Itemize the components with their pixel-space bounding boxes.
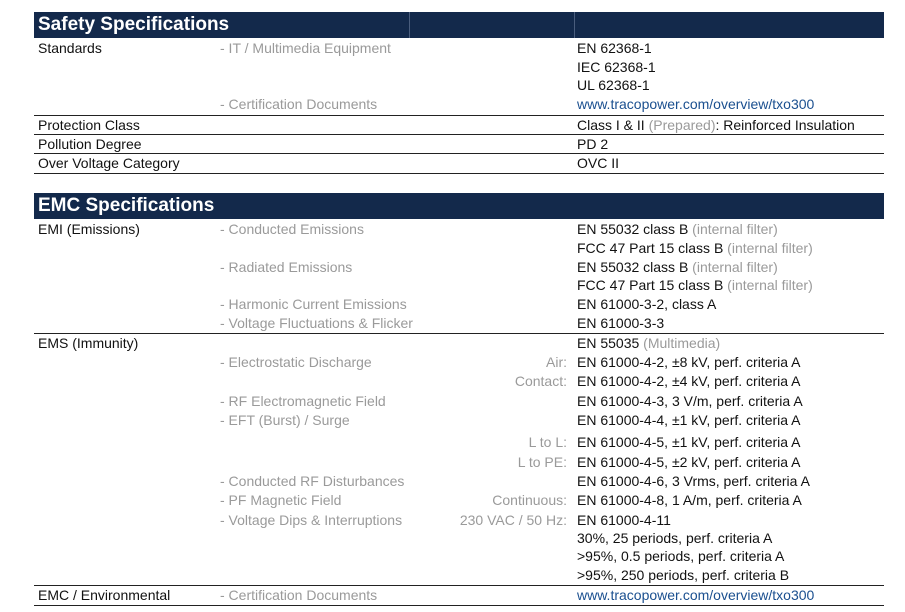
l-to-pe-label: L to PE: xyxy=(517,454,567,470)
l-to-l-label: L to L: xyxy=(528,434,567,450)
pollution-degree-label: Pollution Degree xyxy=(38,136,142,152)
over-voltage-value: OVC II xyxy=(577,155,620,171)
emc-environmental-label: EMC / Environmental xyxy=(38,587,171,603)
esd-label: - Electrostatic Discharge xyxy=(220,354,372,370)
voltage-dips-value: 30%, 25 periods, perf. criteria A xyxy=(577,530,773,546)
emi-label: EMI (Emissions) xyxy=(38,221,140,237)
ems-value: EN 55035 (Multimedia) xyxy=(577,335,721,351)
surge-l-to-l-value: EN 61000-4-5, ±1 kV, perf. criteria A xyxy=(577,434,801,450)
air-label: Air: xyxy=(546,354,567,370)
pollution-degree-value: PD 2 xyxy=(577,136,609,152)
eft-surge-label: - EFT (Burst) / Surge xyxy=(220,412,350,428)
radiated-emissions-value: EN 55032 class B (internal filter) xyxy=(577,259,778,275)
harmonic-emissions-value: EN 61000-3-2, class A xyxy=(577,296,717,312)
standard-value: EN 62368-1 xyxy=(577,40,652,56)
protection-class-label: Protection Class xyxy=(38,117,140,133)
certification-link[interactable]: www.tracopower.com/overview/txo300 xyxy=(577,96,815,112)
it-equipment-label: - IT / Multimedia Equipment xyxy=(220,40,391,56)
voltage-dips-label: - Voltage Dips & Interruptions xyxy=(220,512,403,528)
over-voltage-label: Over Voltage Category xyxy=(38,155,180,171)
safety-header-bar xyxy=(34,12,884,38)
emc-section-title: EMC Specifications xyxy=(38,195,215,216)
conducted-emissions-label: - Conducted Emissions xyxy=(220,221,364,237)
voltage-flicker-value: EN 61000-3-3 xyxy=(577,315,665,331)
row-divider xyxy=(34,605,884,606)
conducted-emissions-value: FCC 47 Part 15 class B (internal filter) xyxy=(577,240,813,256)
row-divider xyxy=(34,333,884,334)
harmonic-emissions-label: - Harmonic Current Emissions xyxy=(220,296,407,312)
voltage-dips-value: EN 61000-4-11 xyxy=(577,512,671,528)
conducted-emissions-value: EN 55032 class B (internal filter) xyxy=(577,221,778,237)
standard-value: IEC 62368-1 xyxy=(577,59,656,75)
eft-value: EN 61000-4-4, ±1 kV, perf. criteria A xyxy=(577,412,801,428)
contact-value: EN 61000-4-2, ±4 kV, perf. criteria A xyxy=(577,373,801,389)
rf-field-label: - RF Electromagnetic Field xyxy=(220,393,386,409)
pf-magnetic-value: EN 61000-4-8, 1 A/m, perf. criteria A xyxy=(577,492,802,508)
voltage-dips-value: >95%, 250 periods, perf. criteria B xyxy=(577,567,790,583)
certification-documents-label: - Certification Documents xyxy=(220,96,378,112)
voltage-dips-value: >95%, 0.5 periods, perf. criteria A xyxy=(577,548,785,564)
certification-documents-label: - Certification Documents xyxy=(220,587,378,603)
protection-class-value: Class I & II (Prepared): Reinforced Insulation xyxy=(577,117,855,133)
continuous-label: Continuous: xyxy=(492,492,567,508)
radiated-emissions-label: - Radiated Emissions xyxy=(220,259,353,275)
radiated-emissions-value: FCC 47 Part 15 class B (internal filter) xyxy=(577,277,813,293)
certification-link[interactable]: www.tracopower.com/overview/txo300 xyxy=(577,587,815,603)
voltage-flicker-label: - Voltage Fluctuations & Flicker xyxy=(220,315,413,331)
emc-header-bar xyxy=(34,193,884,219)
row-divider xyxy=(34,134,884,135)
safety-section-title: Safety Specifications xyxy=(38,14,230,35)
contact-label: Contact: xyxy=(514,373,567,389)
standard-value: UL 62368-1 xyxy=(577,77,650,93)
standards-label: Standards xyxy=(38,40,102,56)
conducted-rf-value: EN 61000-4-6, 3 Vrms, perf. criteria A xyxy=(577,473,810,489)
air-value: EN 61000-4-2, ±8 kV, perf. criteria A xyxy=(577,354,801,370)
header-divider xyxy=(574,12,575,38)
voltage-dips-condition: 230 VAC / 50 Hz: xyxy=(459,512,567,528)
row-divider xyxy=(34,173,884,174)
ems-label: EMS (Immunity) xyxy=(38,335,139,351)
header-divider xyxy=(409,12,410,38)
rf-field-value: EN 61000-4-3, 3 V/m, perf. criteria A xyxy=(577,393,803,409)
surge-l-to-pe-value: EN 61000-4-5, ±2 kV, perf. criteria A xyxy=(577,454,801,470)
conducted-rf-label: - Conducted RF Disturbances xyxy=(220,473,405,489)
pf-magnetic-label: - PF Magnetic Field xyxy=(220,492,342,508)
